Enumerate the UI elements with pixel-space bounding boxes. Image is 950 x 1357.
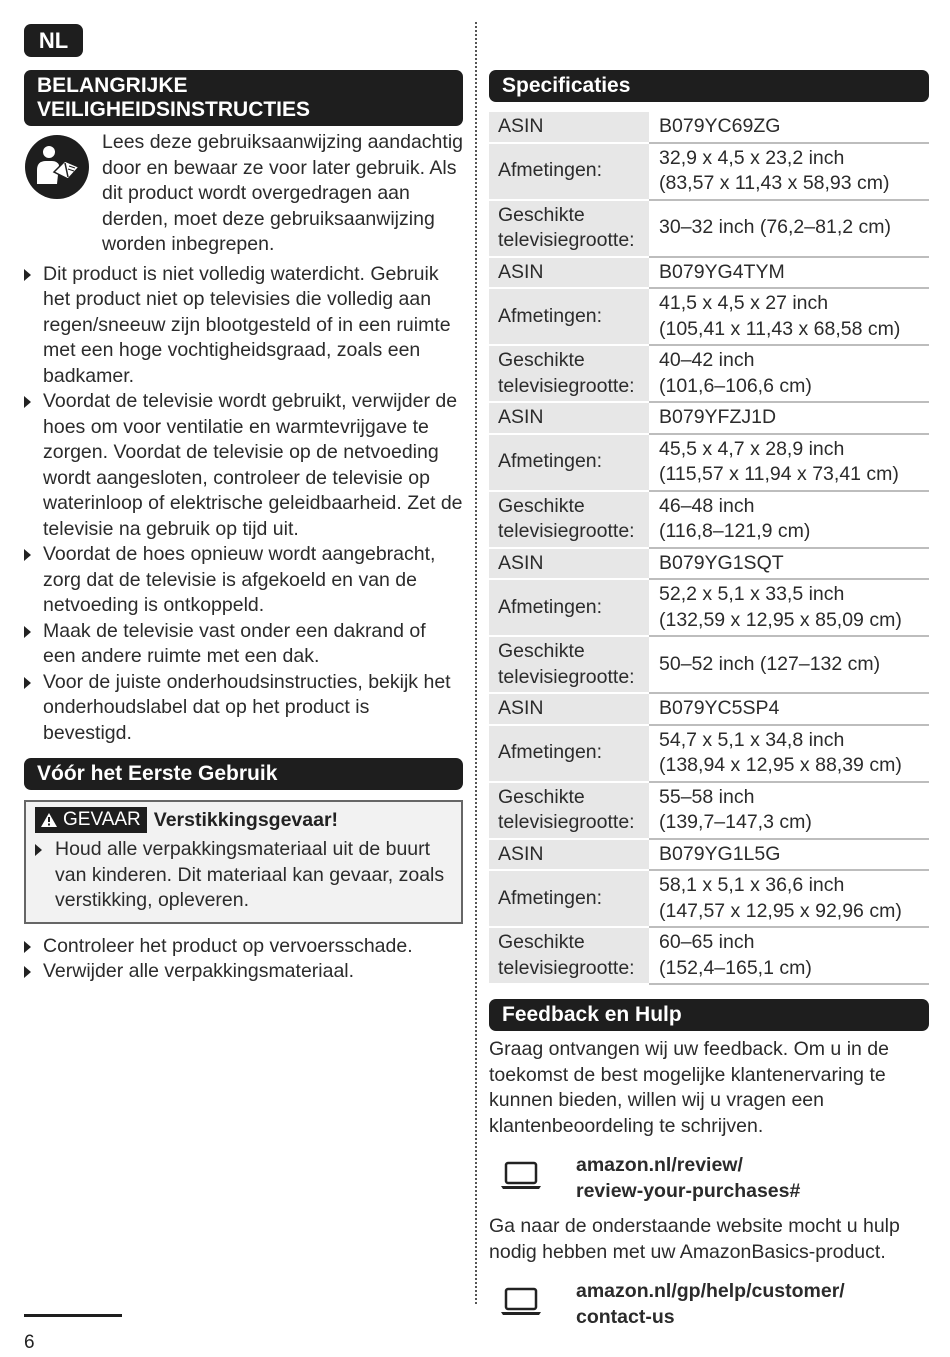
first-use-heading: Vóór het Eerste Gebruik [24,758,463,790]
spec-value: 40–42 inch (101,6–106,6 cm) [649,345,929,402]
table-row [489,112,929,143]
help-link[interactable]: amazon.nl/gp/help/customer/ contact-us [576,1280,845,1328]
warning-header [35,807,451,833]
safety-intro-text: Lees deze gebruiksaanwijzing aandachtig door en bewaar ze voor later gebruik. Als dit product wordt overgedragen aan derden, moet deze gebruiksaanwijzing worden inbegrepen. [102,131,463,255]
spec-label: ASIN [489,839,649,871]
spec-value: 41,5 x 4,5 x 27 inch (105,41 x 11,43 x 68,58 cm) [649,288,929,345]
table-row [489,725,929,782]
table-row [489,636,929,693]
table-row [489,345,929,402]
list-item: Voor de juiste onderhoudsinstructies, bekijk het onderhoudslabel dat op het product is bevestigd. [24,670,463,747]
bullet-marker-icon [24,941,31,953]
spec-value: 46–48 inch (116,8–121,9 cm) [649,491,929,548]
first-use-bullets [24,934,463,985]
bullet-marker-icon [24,626,31,638]
list-item: Voordat de televisie wordt gebruikt, verwijder de hoes om voor ventilatie en warmtevrijgave te zorgen. Voordat de televisie op de netvoeding wordt aangesloten, controleer de televisie op waterinloop of elektrische geleidbaarheid. Zet de televisie na gebruik op tijd uit. [24,389,463,542]
spec-label: Geschikte televisiegrootte: [489,927,649,984]
spec-value: 58,1 x 5,1 x 36,6 inch (147,57 x 12,95 x 92,96 cm) [649,870,929,927]
table-row [489,143,929,200]
spec-label: ASIN [489,112,649,143]
spec-value: 45,5 x 4,7 x 28,9 inch (115,57 x 11,94 x 73,41 cm) [649,434,929,491]
laptop-icon [489,1287,576,1322]
spec-value: B079YG1L5G [649,839,929,871]
left-column [24,70,463,985]
spec-label: Afmetingen: [489,579,649,636]
spec-label: Geschikte televisiegrootte: [489,491,649,548]
feedback-text: Graag ontvangen wij uw feedback. Om u in de toekomst de best mogelijke klantenervaring te kunnen bieden, willen wij u vragen een klantenbeoordeling te schrijven. [489,1038,889,1137]
table-row [489,491,929,548]
feedback-heading: Feedback en Hulp [489,999,929,1031]
bullet-marker-icon [24,966,31,978]
spec-label: Geschikte televisiegrootte: [489,782,649,839]
spec-label: ASIN [489,548,649,580]
safety-intro [24,130,463,258]
spec-value: 32,9 x 4,5 x 23,2 inch (83,57 x 11,43 x 58,93 cm) [649,143,929,200]
right-column [489,70,929,1340]
help-link-row[interactable] [489,1279,929,1330]
warning-bullets [35,837,451,914]
spec-value: 55–58 inch (139,7–147,3 cm) [649,782,929,839]
list-item: Voordat de hoes opnieuw wordt aangebracht, zorg dat de televisie is afgekoeld en van de netvoeding is ontkoppeld. [24,542,463,619]
table-row [489,548,929,580]
laptop-icon [489,1161,576,1196]
spec-value: 50–52 inch (127–132 cm) [649,636,929,693]
spec-value: B079YG1SQT [649,548,929,580]
spec-value: 60–65 inch (152,4–165,1 cm) [649,927,929,984]
footer-rule [24,1314,122,1317]
table-row [489,870,929,927]
table-row [489,200,929,257]
specs-heading: Specificaties [489,70,929,102]
spec-label: Geschikte televisiegrootte: [489,345,649,402]
spec-label: Geschikte televisiegrootte: [489,636,649,693]
table-row [489,579,929,636]
table-row [489,839,929,871]
list-item: Maak de televisie vast onder een dakrand of een andere ruimte met een dak. [24,619,463,670]
spec-label: Afmetingen: [489,434,649,491]
danger-warning-box [24,800,463,924]
safety-bullets [24,262,463,747]
bullet-marker-icon [35,844,42,856]
table-row [489,693,929,725]
bullet-marker-icon [24,396,31,408]
page-number: 6 [24,1332,35,1353]
spec-value: B079YC5SP4 [649,693,929,725]
spec-label: Afmetingen: [489,870,649,927]
table-row [489,782,929,839]
spec-label: Geschikte televisiegrootte: [489,200,649,257]
list-item: Verwijder alle verpakkingsmateriaal. [24,959,463,985]
list-item: Dit product is niet volledig waterdicht. Gebruik het product niet op televisies die volledig aan regen/sneeuw zijn blootgesteld of in een ruimte met een hoge vochtigheidsgraad, zoals een badkamer. [24,262,463,390]
spec-value: B079YG4TYM [649,257,929,289]
spec-label: ASIN [489,257,649,289]
spec-value: 30–32 inch (76,2–81,2 cm) [649,200,929,257]
table-row [489,257,929,289]
table-row [489,434,929,491]
review-link-row[interactable] [489,1153,929,1204]
spec-label: Afmetingen: [489,143,649,200]
spec-value: 52,2 x 5,1 x 33,5 inch (132,59 x 12,95 x 85,09 cm) [649,579,929,636]
table-row [489,402,929,434]
spec-label: ASIN [489,402,649,434]
review-link[interactable]: amazon.nl/review/ review-your-purchases# [576,1154,801,1202]
danger-label: GEVAAR [35,807,147,833]
language-badge: NL [24,24,83,57]
table-row [489,927,929,984]
spec-label: Afmetingen: [489,288,649,345]
spec-value: B079YFZJ1D [649,402,929,434]
spec-value: B079YC69ZG [649,112,929,143]
bullet-marker-icon [24,677,31,689]
safety-heading: BELANGRIJKE VEILIGHEIDSINSTRUCTIES [24,70,463,126]
help-text: Ga naar de onderstaande website mocht u hulp nodig hebben met uw AmazonBasics-product. [489,1215,900,1263]
warning-triangle-icon [41,813,57,827]
list-item: Houd alle verpakkingsmateriaal uit de buurt van kinderen. Dit materiaal kan gevaar, zoals verstikking, opleveren. [35,837,451,914]
list-item: Controleer het product op vervoersschade. [24,934,463,960]
read-manual-icon [24,130,102,258]
table-row [489,288,929,345]
bullet-marker-icon [24,269,31,281]
specs-table [489,112,929,985]
spec-value: 54,7 x 5,1 x 34,8 inch (138,94 x 12,95 x 88,39 cm) [649,725,929,782]
warning-title: Verstikkingsgevaar! [153,808,339,831]
bullet-marker-icon [24,549,31,561]
spec-label: ASIN [489,693,649,725]
column-divider [475,22,477,1304]
spec-label: Afmetingen: [489,725,649,782]
